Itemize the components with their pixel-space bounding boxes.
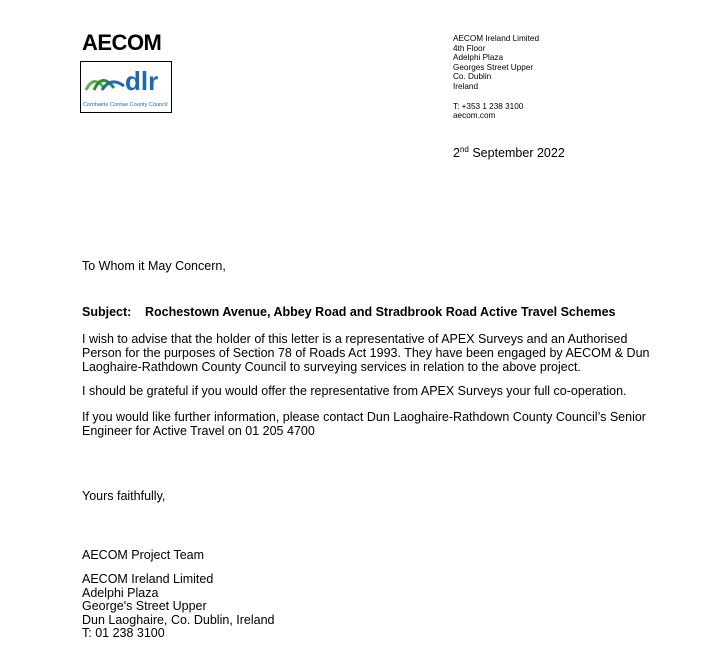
paragraph-3 xyxy=(82,410,646,438)
address-line: Adelphi Plaza xyxy=(453,53,504,63)
address-line: Co. Dublin xyxy=(453,72,492,82)
date-day: 2 xyxy=(453,146,460,161)
date-rest: September 2022 xyxy=(472,146,565,161)
subject-text: Rochestown Avenue, Abbey Road and Stradbrook Road Active Travel Schemes xyxy=(145,305,616,319)
paragraph-line: Person for the purposes of Section 78 of Roads Act 1993. They have been engaged by AECOM & Dun xyxy=(82,346,650,360)
dlr-council-logo xyxy=(80,61,172,113)
date-suffix: nd xyxy=(459,145,469,154)
salutation: To Whom it May Concern, xyxy=(82,259,226,273)
aecom-logo: AECOM xyxy=(82,30,162,55)
address-line: Georges Street Upper xyxy=(453,62,534,72)
address-line: AECOM Ireland Limited xyxy=(453,34,540,43)
signature-line: T: 01 238 3100 xyxy=(82,626,165,640)
subject-label: Subject: xyxy=(82,305,132,319)
signature-line: Dun Laoghaire, Co. Dublin, Ireland xyxy=(82,612,275,627)
address-line: 4th Floor xyxy=(453,43,486,53)
paragraph-line: If you would like further information, please contact Dun Laoghaire-Rathdown County Council’s Senior xyxy=(82,410,646,424)
signature-team: AECOM Project Team xyxy=(82,548,205,562)
paragraph-line: Engineer for Active Travel on 01 205 4700 xyxy=(82,424,315,438)
address-line: Ireland xyxy=(453,81,479,91)
closing: Yours faithfully, xyxy=(82,489,166,503)
paragraph-1 xyxy=(82,332,650,374)
signature-line: AECOM Ireland Limited xyxy=(82,572,214,586)
dlr-tagline: Comhairle Contae County Council xyxy=(83,102,168,108)
dlr-wordmark: dlr xyxy=(125,66,159,96)
paragraph-2: I should be grateful if you would offer the representative from APEX Surveys your full co-operation. xyxy=(82,384,627,398)
signature-line: George's Street Upper xyxy=(82,599,207,613)
subject-line xyxy=(82,305,616,319)
paragraph-line: I wish to advise that the holder of this letter is a representative of APEX Surveys and an Authorised xyxy=(82,332,628,346)
sender-address xyxy=(453,34,539,121)
signature-block xyxy=(82,573,274,641)
signature-line: Adelphi Plaza xyxy=(82,585,159,600)
letter-date xyxy=(453,145,565,160)
sender-website: aecom.com xyxy=(453,111,496,121)
paragraph-line: Laoghaire-Rathdown County Council to surveying services in relation to the above project. xyxy=(82,360,581,374)
sender-phone: T: +353 1 238 3100 xyxy=(453,101,524,111)
dlr-wave-icon xyxy=(84,70,126,94)
